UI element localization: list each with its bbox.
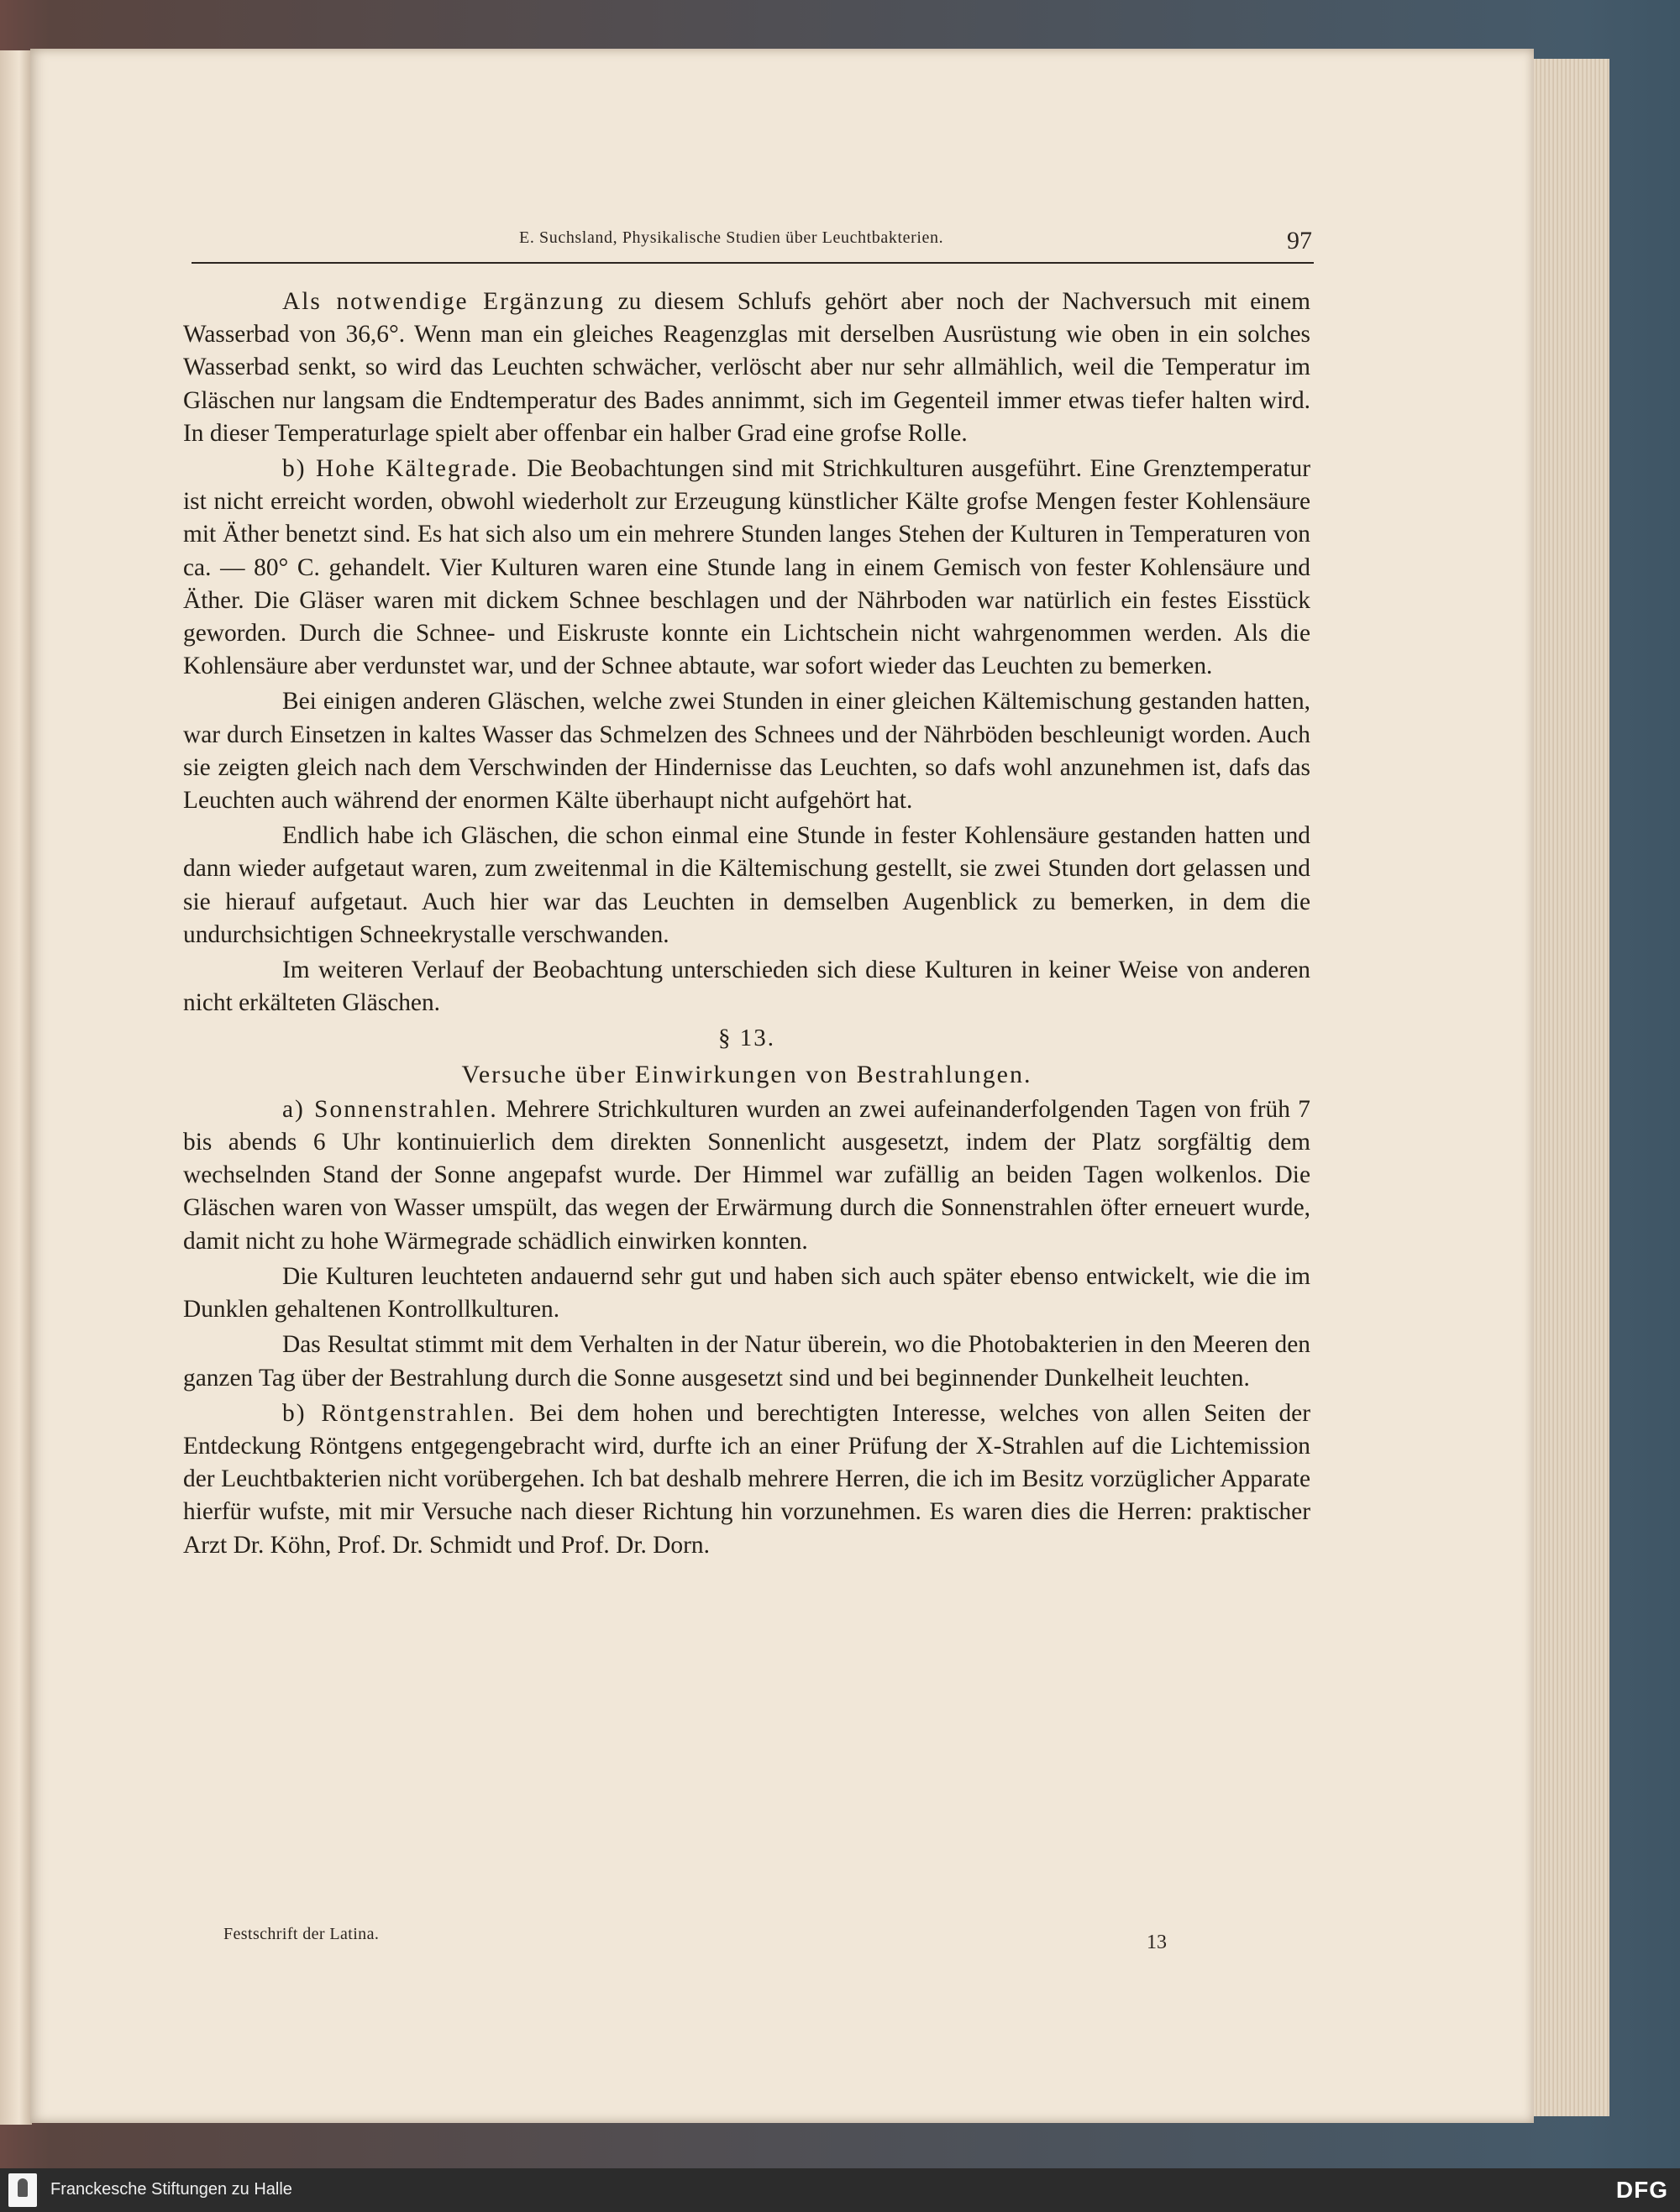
paragraph: Im weiteren Verlauf der Beobachtung unterschieden sich diese Kulturen in keiner Weise von anderen nicht erkälteten Gläschen. [183,957,1310,1017]
left-page-edge [0,50,32,2125]
page-header [192,220,1314,264]
dfg-logo-icon: DFG [1615,2177,1668,2203]
running-head: E. Suchsland, Physikalische Studien über Leuchtbakterien. [519,228,944,247]
paragraph: Endlich habe ich Gläschen, die schon einmal eine Stunde in fester Kohlensäure gestanden hatten und dann wieder aufgetaut waren, zum zweitenmal in die Kältemischung gestellt, sie zwei Stunden dort gelassen und sie hierauf aufgetaut. Auch hier war das Leuchten in demselben Augenblick zu bemerken, in dem die undurchsichtigen Schneekrystalle verschwanden. [183,822,1310,948]
paragraph-text: Mehrere Strichkulturen wurden an zwei aufeinanderfolgenden Tagen von früh 7 bis abends 6 Uhr kontinuierlich dem direkten Sonnenlicht ausgesetzt, indem der Platz sorgfältig dem wechselnden Stand der Sonne angepafst wurde. Der Himmel war zufällig an beiden Tagen wolkenlos. Die Gläschen waren von Wasser umspült, das wegen der Erwärmung durch die Sonnenstrahlen öfter erneuert wurde, damit nicht zu hohe Wärmegrade schädlich einwirken konnten. [183,1095,1310,1255]
institution-name[interactable]: Franckesche Stiftungen zu Halle [50,2180,292,2199]
section-number: § 13. [718,1025,775,1052]
paragraph-text: Bei dem hohen und berechtigten Interesse, welches von allen Seiten der Entdeckung Röntgens entgegengebracht wird, durfte ich an einer Prüfung der X-Strahlen auf die Lichtemission der Leuchtbakterien nicht vorübergehen. Ich bat deshalb mehrere Herren, die ich im Besitz vorzüglicher Apparate hierfür wufste, mit mir Versuche nach dieser Richtung hin vorzunehmen. Es waren dies die Herren: praktischer Arzt Dr. Köhn, Prof. Dr. Schmidt und Prof. Dr. Dorn. [183,1399,1310,1559]
spaced-lead: Als notwendige Ergänzung [282,288,605,315]
body-text [183,286,1310,1565]
paragraph [183,1093,1310,1258]
footer-festschrift: Festschrift der Latina. [223,1925,380,1943]
paragraph-text: zu diesem Schlufs gehört aber noch der Nachversuch mit einem Wasserbad von 36,6°. Wenn man ein gleiches Reagenzglas mit derselben Ausrüstung wie oben in ein solches Wasserbad senkt, so wird das Leuchten schwächer, verlöscht aber nur sehr allmählich, weil die Temperatur im Gläschen nur langsam die Endtemperatur des Bades annimmt, sich im Gegenteil immer etwas tiefer halten wird. In dieser Temperaturlage spielt aber offenbar ein halber Grad eine grofse Rolle. [183,288,1310,447]
paragraph: Bei einigen anderen Gläschen, welche zwei Stunden in einer gleichen Kältemischung gestanden hatten, war durch Einsetzen in kaltes Wasser das Schmelzen des Schnees und der Nährböden beschleunigt worden. Auch sie zeigten gleich nach dem Verschwinden der Hindernisse das Leuchten, so dafs wohl anzunehmen ist, dafs das Leuchten auch während der enormen Kälte überhaupt nicht aufgehört hat. [183,688,1310,815]
spaced-lead: b) Röntgenstrahlen. [282,1399,517,1427]
paragraph [183,286,1310,450]
spaced-lead: b) Hohe Kältegrade. [282,455,519,483]
institution-logo-icon [8,2173,37,2207]
paragraph-text: Die Beobachtungen sind mit Strichkulturen ausgeführt. Eine Grenztemperatur ist nicht erreicht worden, obwohl wiederholt zur Erzeugung künstlicher Kälte grofse Mengen fester Kohlensäure mit Äther benetzt sind. Es hat sich also um ein mehrere Stunden langes Stehen der Kulturen in Temperaturen von ca. — 80° C. gehandelt. Vier Kulturen waren eine Stunde lang in einem Gemisch von fester Kohlensäure und Äther. Die Gläser waren mit dickem Schnee beschlagen und der Nährboden war natürlich ein festes Eisstück geworden. Durch die Schnee- und Eiskruste konnte ein Lichtschein nicht wahrgenommen werden. Als die Kohlensäure aber verdunstet war, und der Schnee abtaute, war sofort wieder das Leuchten zu bemerken. [183,455,1310,680]
spaced-lead: a) Sonnenstrahlen. [282,1095,498,1123]
viewer-footer-bar [0,2168,1680,2212]
section-title: Versuche über Einwirkungen von Bestrahlungen. [461,1060,1032,1088]
paragraph: Das Resultat stimmt mit dem Verhalten in der Natur überein, wo die Photobakterien in den Meeren den ganzen Tag über der Bestrahlung durch die Sonne ausgesetzt sind und bei beginnender Dunkelheit leuchten. [183,1331,1310,1392]
page-number: 97 [1287,227,1312,254]
signature-mark: 13 [1147,1932,1167,1953]
paragraph: Die Kulturen leuchteten andauernd sehr gut und haben sich auch später ebenso entwickelt, wie die im Dunklen gehaltenen Kontrollkulturen. [183,1262,1310,1324]
paragraph [183,453,1310,683]
paragraph [183,1397,1310,1562]
page-block-edges [1534,59,1609,2116]
